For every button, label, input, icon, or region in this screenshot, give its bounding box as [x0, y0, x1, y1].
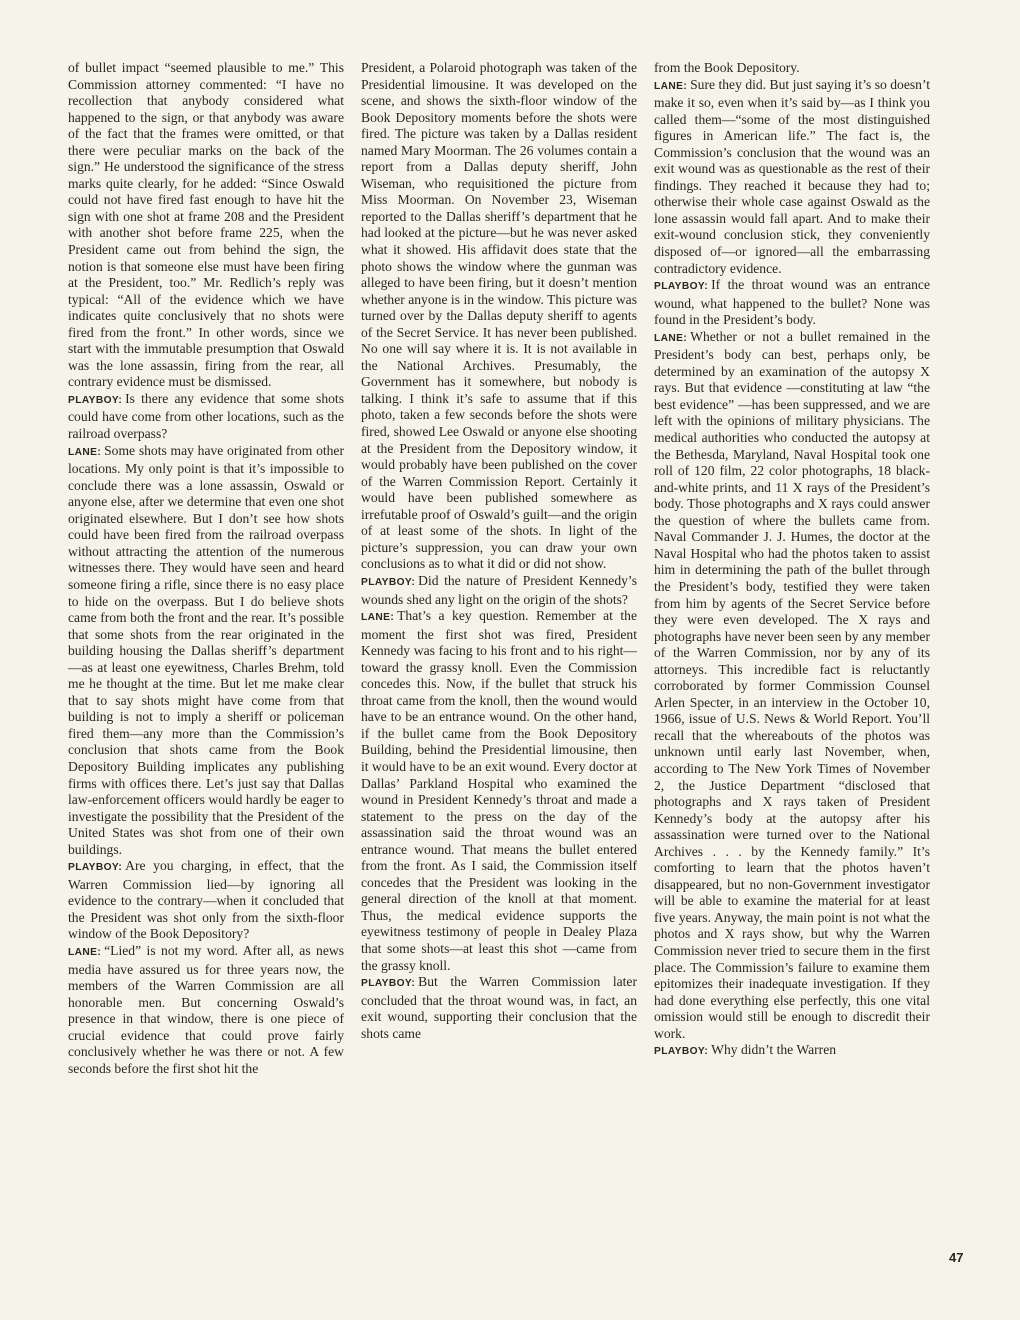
speaker-label: LANE:: [361, 612, 395, 624]
paragraph: [654, 60, 930, 77]
speaker-label: LANE:: [654, 332, 688, 344]
paragraph-text: Some shots may have originated from other locations. My only point is that it’s impossible to conclude there was a lone assassin, Oswald or anyone else, after we determine that even one shot originated elsewhere. But I don’t see how shots could have been fired from the railroad overpass without attracting the attention of the numerous witnesses there. They would have seen and heard someone firing a rifle, since there is no easy place to hide on the overpass. But I do believe shots came from both the front and the rear. It’s possible that some shots from the rear originated in the building housing the Dallas sheriff’s department —as at least one eyewitness, Charles Brehm, told me he thought at the time. But let me make clear that to say shots might have come from that building is not to imply a sheriff or policeman fired them—any more than the Commission’s conclusion that shots came from the Book Depository Building implicates any publishing firms with offices there. Let’s just say that Dallas law-enforcement officers would hardly be eager to investigate the possibility that the President of the United States was shot from one of their own buildings.: [68, 442, 344, 857]
paragraph-text: If the throat wound was an entrance wound, what happened to the bullet? None was found in the President’s body.: [654, 277, 930, 328]
paragraph-text: of bullet impact “seemed plausible to me.” This Commission attorney commented: “I have no recollection that anybody considered what happened to the sign, or that anybody was aware of the fact that the frames were omitted, or that there were peculiar marks on the back of the sign.” He understood the significance of the stress marks quite clearly, for he added: “Since Oswald could not have fired fast enough to have hit the sign with one shot at frame 208 and the President with another shot before frame 225, when the President came out from behind the sign, the notion is that someone else must have been firing at the President, too.” Mr. Redlich’s reply was typical: “All of the evidence which we have indicates quite conclusively that no shots were fired from the front.” In other words, since we start with the immutable presumption that Oswald was the lone assassin, firing from the rear, all contrary evidence must be dismissed.: [68, 60, 344, 390]
paragraph-text: Sure they did. But just saying it’s so doesn’t make it so, even when it’s said by—as I think you called them—“some of the most distinguished figures in American life.” The fact is, the Commission’s conclusion that the wound was an exit wound was as questionable as the rest of their findings. They reached it because they had to; otherwise their whole case against Oswald as the lone assassin would fall apart. And to make their exit-wound conclusion stick, they conveniently disposed of—or ignored—all the embarrassing contradictory evidence.: [654, 76, 930, 276]
speaker-label: LANE:: [68, 446, 102, 458]
paragraph-text: from the Book Depository.: [654, 60, 800, 75]
paragraph-text: Did the nature of President Kennedy’s wounds shed any light on the origin of the shots?: [361, 572, 637, 607]
paragraph-text: Whether or not a bullet remained in the President’s body can best, perhaps only, be determined by an examination of the autopsy X rays. But that evidence —constituting at law “the best evidence” —has been suppressed, and we are left with the opinions of military physicians. The medical authorities who conducted the autopsy at the Bethesda, Maryland, Naval Hospital took one roll of 120 film, 22 color photographs, 18 black-and-white prints, and 11 X rays of the President’s body. Those photographs and X rays could answer the question of where the bullets came from. Naval Commander J. J. Humes, the doctor at the Naval Hospital who had the photos taken to assist him in determining the path of the bullet through the President’s body, testified they were taken from him by agents of the Secret Service before they were even developed. The X rays and photographs have never been seen by any member of the Warren Commission, nor by any of its attorneys. This incredible fact is reluctantly corroborated by former Commission Counsel Arlen Specter, in an interview in the October 10, 1966, issue of U.S. News & World Report. You’ll recall that the whereabouts of the photos was unknown until early last November, when, according to The New York Times of November 2, the Justice Department “disclosed that photographs and X rays taken of President Kennedy’s body at the autopsy after his assassination were turned over to the National Archives . . . by the Kennedy family.” It’s comforting to learn that the photos haven’t disappeared, but no non-Government investigator will be able to examine the material for at least five years. Anyway, the main point is not what the photos and X rays show, but why the Warren Commission never tried to secure them in the first place. The Commission’s failure to examine them epitomizes their inadequate investigation. If they had done everything else perfectly, this one vital omission would still be enough to discredit their work.: [654, 328, 930, 1041]
paragraph: [68, 443, 344, 859]
speaker-label: LANE:: [654, 80, 688, 92]
paragraph-text: That’s a key question. Remember at the moment the first shot was fired, President Kennedy was facing to his front and to his right—toward the grassy knoll. Even the Commission concedes this. Now, if the bullet that struck his throat came from the knoll, then the wound would have to be an entrance wound. On the other hand, if the bullet came from the Book Depository Building, behind the Presidential limousine, then it would have to be an exit wound. Every doctor at Dallas’ Parkland Hospital who examined the wound in President Kennedy’s throat and made a statement to the press on the day of the assassination said the throat wound was an entrance wound. That means the bullet entered from the front. As I said, the Commission itself concedes that the President was looking in the general direction of the knoll at that moment. Thus, the medical evidence supports the eyewitness testimony of people in Dealey Plaza that some shots—at least this shot —came from the grassy knoll.: [361, 608, 637, 973]
page-number: 47: [949, 1250, 964, 1265]
paragraph: [68, 391, 344, 443]
text-column-2: [361, 60, 637, 1042]
text-column-1: [68, 60, 344, 1077]
paragraph-text: President, a Polaroid photograph was taken of the Presidential limousine. It was developed on the scene, and shows the sixth-floor window of the Book Depository moments before the shots were fired. The picture was taken by a Dallas resident named Mary Moorman. The 26 volumes contain a report from a Dallas deputy sheriff, John Wiseman, who requisitioned the picture from Miss Moorman. On November 23, Wiseman reported to the Dallas sheriff’s department that he had looked at the picture—but he was never asked what it showed. His affidavit does state that the photo shows the window where the gunman was alleged to have been firing, but it doesn’t mention whether anyone is in the window. This picture was turned over by the Dallas deputy sheriff to agents of the Secret Service. It has never been published. No one will say where it is. It is not available in the National Archives. Presumably, the Government has it somewhere, but nobody is talking. I think it’s safe to assume that if this photo, taken a few seconds before the shots were fired, showed Lee Oswald or anyone else shooting at the President from the Depository window, it would probably have been published on the cover of the Warren Commission Report. Certainly it would have been published somewhere as irrefutable proof of Oswald’s guilt—and the origin of at least some of the shots. In light of the picture’s suppression, you can draw your own conclusions as to what it did or did not show.: [361, 60, 637, 572]
paragraph-text: “Lied” is not my word. After all, as news media have assured us for three years now, the members of the Warren Commission are all honorable men. But concerning Oswald’s presence in that window, there is one piece of crucial evidence that could prove fairly conclusively whether he was there or not. A few seconds before the first shot hit the: [68, 942, 344, 1076]
paragraph-text: Are you charging, in effect, that the Warren Commission lied—by ignoring all evidence to the contrary—when it concluded that the President was shot only from the sixth-floor window of the Book Depository?: [68, 858, 344, 942]
paragraph: [68, 943, 344, 1077]
speaker-label: LANE:: [68, 946, 102, 958]
paragraph: [654, 329, 930, 1043]
paragraph: [68, 60, 344, 391]
paragraph: [361, 60, 637, 573]
paragraph: [361, 974, 637, 1042]
paragraph: [68, 858, 344, 943]
paragraph: [654, 77, 930, 278]
speaker-label: PLAYBOY:: [68, 394, 123, 406]
speaker-label: PLAYBOY:: [68, 862, 123, 874]
paragraph-text: But the Warren Commission later concluded that the throat wound was, in fact, an exit wound, supporting their conclusion that the shots came: [361, 974, 637, 1041]
paragraph: [654, 277, 930, 329]
paragraph: [654, 1042, 930, 1061]
paragraph-text: Is there any evidence that some shots could have come from other locations, such as the railroad overpass?: [68, 390, 344, 442]
paragraph-text: Why didn’t the Warren: [711, 1042, 837, 1058]
paragraph: [361, 608, 637, 974]
speaker-label: PLAYBOY:: [654, 1046, 709, 1058]
speaker-label: PLAYBOY:: [654, 281, 709, 293]
speaker-label: PLAYBOY:: [361, 978, 416, 990]
paragraph: [361, 573, 637, 608]
speaker-label: PLAYBOY:: [361, 576, 416, 588]
text-column-3: [654, 60, 930, 1061]
